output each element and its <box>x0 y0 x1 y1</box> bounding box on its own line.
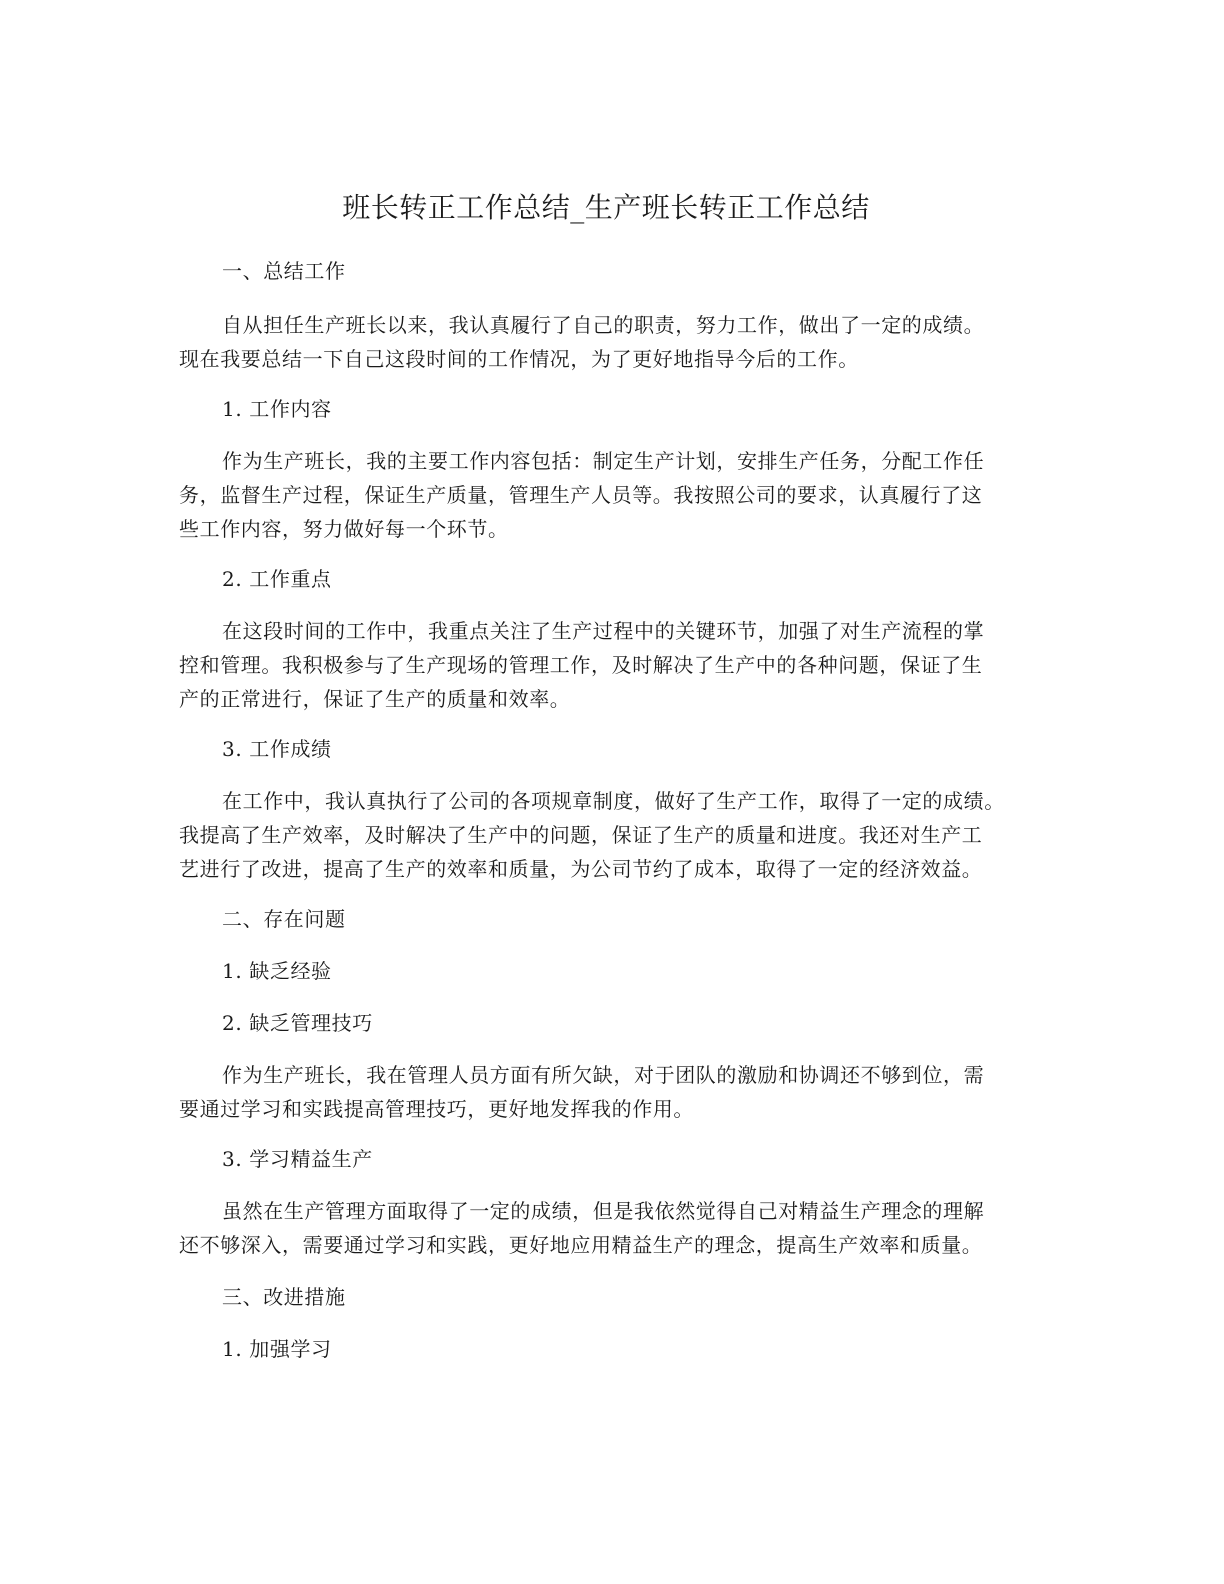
section-heading: 二、存在问题 <box>222 907 346 931</box>
paragraph-first-line: 虽然在生产管理方面取得了一定的成绩，但是我依然觉得自己对精益生产理念的理解 <box>222 1199 985 1223</box>
paragraph-first-line: 自从担任生产班长以来，我认真履行了自己的职责，努力工作，做出了一定的成绩。 <box>222 313 985 337</box>
paragraph-line: 控和管理。我积极参与了生产现场的管理工作，及时解决了生产中的各种问题，保证了生 <box>179 653 983 677</box>
paragraph-line: 艺进行了改进，提高了生产的效率和质量，为公司节约了成本，取得了一定的经济效益。 <box>179 857 983 881</box>
section-heading: 2. 工作重点 <box>222 567 332 591</box>
paragraph-first-line: 在工作中，我认真执行了公司的各项规章制度，做好了生产工作，取得了一定的成绩。 <box>222 789 1005 813</box>
section-heading: 2. 缺乏管理技巧 <box>222 1011 373 1035</box>
paragraph-first-line: 作为生产班长，我的主要工作内容包括：制定生产计划，安排生产任务，分配工作任 <box>222 449 985 473</box>
section-heading: 一、总结工作 <box>222 259 346 283</box>
page-title: 班长转正工作总结_生产班长转正工作总结 <box>342 191 870 224</box>
paragraph-line: 我提高了生产效率，及时解决了生产中的问题，保证了生产的质量和进度。我还对生产工 <box>179 823 983 847</box>
paragraph-line: 产的正常进行，保证了生产的质量和效率。 <box>179 687 571 711</box>
paragraph-first-line: 作为生产班长，我在管理人员方面有所欠缺，对于团队的激励和协调还不够到位，需 <box>222 1063 985 1087</box>
paragraph-first-line: 在这段时间的工作中，我重点关注了生产过程中的关键环节，加强了对生产流程的掌 <box>222 619 985 643</box>
section-heading: 3. 学习精益生产 <box>222 1147 373 1171</box>
section-heading: 1. 加强学习 <box>222 1337 332 1361</box>
paragraph-line: 些工作内容，努力做好每一个环节。 <box>179 517 509 541</box>
section-heading: 1. 工作内容 <box>222 397 332 421</box>
paragraph-line: 务，监督生产过程，保证生产质量，管理生产人员等。我按照公司的要求，认真履行了这 <box>179 483 983 507</box>
paragraph-line: 要通过学习和实践提高管理技巧，更好地发挥我的作用。 <box>179 1097 694 1121</box>
section-heading: 3. 工作成绩 <box>222 737 332 761</box>
paragraph-line: 还不够深入，需要通过学习和实践，更好地应用精益生产的理念，提高生产效率和质量。 <box>179 1233 983 1257</box>
section-heading: 三、改进措施 <box>222 1285 346 1309</box>
paragraph-line: 现在我要总结一下自己这段时间的工作情况，为了更好地指导今后的工作。 <box>179 347 859 371</box>
section-heading: 1. 缺乏经验 <box>222 959 332 983</box>
